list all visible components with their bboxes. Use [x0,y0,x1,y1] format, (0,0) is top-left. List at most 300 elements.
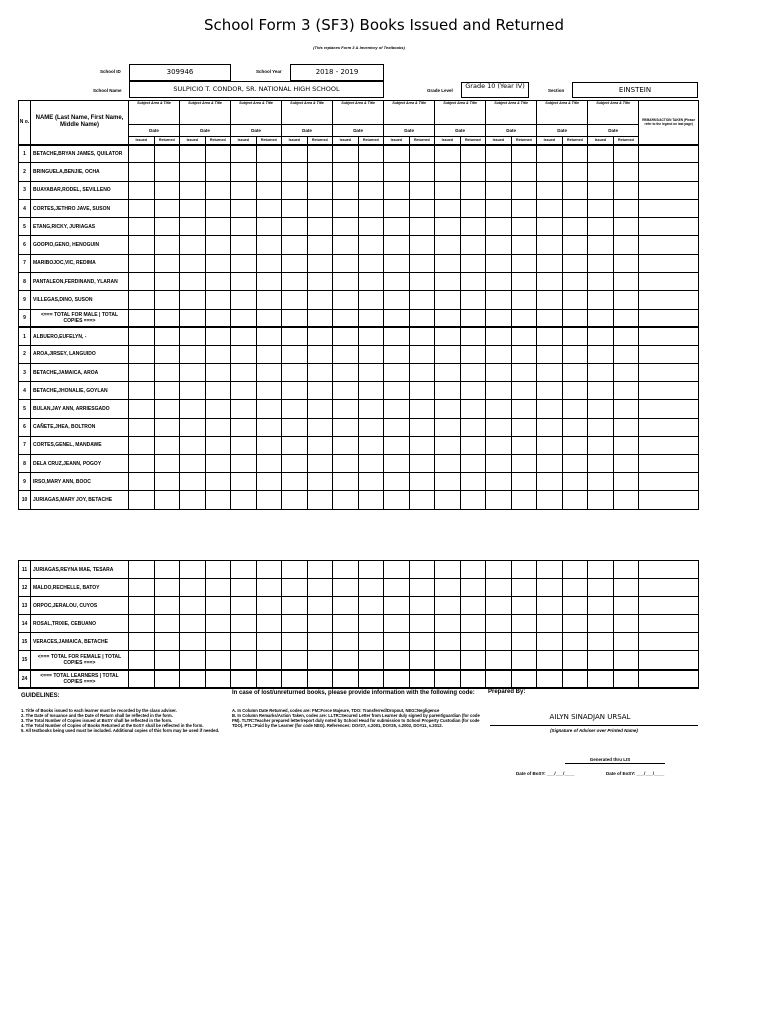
learner-name: GOOPIO,GENO, HENOGUIN [31,236,129,254]
remarks-cell [639,651,699,670]
remarks-cell [639,615,699,633]
returned-cell [154,579,180,597]
returned-cell [307,236,333,254]
learner-name: JURIAGAS,REYNA MAE, TESARA [31,561,129,579]
row-number: 10 [19,491,31,509]
issued-cell [384,364,410,382]
returned-cell [511,327,537,345]
returned-cell [562,651,588,670]
issued-cell [282,163,308,181]
issued-cell [129,651,155,670]
column-header-issued: Issued [231,137,257,145]
row-number: 15 [19,651,31,670]
issued-cell [435,454,461,472]
returned-cell [307,145,333,163]
returned-cell [307,181,333,199]
learner-name: VILLEGAS,DINO, SUSON [31,291,129,309]
issued-cell [333,181,359,199]
issued-cell [435,473,461,491]
column-header-name: NAME (Last Name, First Name, Middle Name) [31,101,129,145]
returned-cell [511,181,537,199]
total-label: <=== TOTAL FOR FEMALE | TOTAL COPIES ===> [31,651,129,670]
prepared-by-label: Prepared By: [488,689,526,695]
column-header-issued: Issued [282,137,308,145]
returned-cell [460,309,486,327]
returned-cell [256,345,282,363]
issued-cell [537,309,563,327]
issued-cell [231,163,257,181]
returned-cell [154,561,180,579]
returned-cell [358,651,384,670]
school-name-label: School Name [93,88,122,93]
issued-cell [588,454,614,472]
issued-cell [129,382,155,400]
issued-cell [129,491,155,509]
column-header-date: Date [486,125,537,137]
returned-cell [511,400,537,418]
issued-cell [588,199,614,217]
returned-cell [613,364,639,382]
issued-cell [282,345,308,363]
school-year-label: School Year [256,69,282,74]
issued-cell [129,579,155,597]
returned-cell [205,199,231,217]
remarks-cell [639,561,699,579]
returned-cell [562,273,588,291]
column-header-returned: Returned [460,137,486,145]
returned-cell [307,382,333,400]
returned-cell [511,633,537,651]
returned-cell [613,454,639,472]
returned-cell [562,670,588,688]
issued-cell [486,454,512,472]
issued-cell [333,273,359,291]
returned-cell [562,615,588,633]
returned-cell [256,491,282,509]
issued-cell [588,418,614,436]
returned-cell [613,651,639,670]
returned-cell [205,218,231,236]
issued-cell [435,327,461,345]
issued-cell [588,291,614,309]
learner-name: CORTES,GENEL, MANDAWE [31,436,129,454]
issued-cell [486,163,512,181]
learner-name: AROA,JIRSEY, LANGUIDO [31,345,129,363]
adviser-name: AILYN SINADJAN URSAL [549,713,631,721]
learner-name: BULAN,JAY ANN, ARRIESGADO [31,400,129,418]
learner-name: CORTES,JETHRO JAVE, SUSON [31,199,129,217]
table-row [19,633,699,651]
returned-cell [307,561,333,579]
row-number: 3 [19,181,31,199]
issued-cell [384,473,410,491]
books-table-continued [18,560,699,689]
learner-name: CAÑETE,JHEA, BOLTRON [31,418,129,436]
issued-cell [180,473,206,491]
returned-cell [307,364,333,382]
returned-cell [307,418,333,436]
learner-name: ETANG,RICKY, JURIAGAS [31,218,129,236]
returned-cell [511,382,537,400]
returned-cell [511,345,537,363]
issued-cell [282,615,308,633]
issued-cell [486,236,512,254]
issued-cell [333,291,359,309]
learner-name: PANTALEON,FERDINAND, YLARAN [31,273,129,291]
column-header-subject: Subject Area & Title [588,101,639,125]
section-label: Section [548,88,565,93]
returned-cell [358,364,384,382]
returned-cell [460,579,486,597]
issued-cell [384,400,410,418]
table-row [19,436,699,454]
issued-cell [333,454,359,472]
column-header-issued: Issued [588,137,614,145]
returned-cell [409,597,435,615]
issued-cell [588,236,614,254]
column-header-issued: Issued [435,137,461,145]
header-row-subject [19,101,699,125]
returned-cell [307,579,333,597]
returned-cell [460,473,486,491]
table-row [19,597,699,615]
issued-cell [537,254,563,272]
returned-cell [205,670,231,688]
issued-cell [486,436,512,454]
issued-cell [282,436,308,454]
column-header-returned: Returned [256,137,282,145]
issued-cell [486,364,512,382]
table-row [19,236,699,254]
guidelines-heading: GUIDELINES: [21,693,60,699]
issued-cell [180,436,206,454]
returned-cell [154,181,180,199]
issued-cell [486,615,512,633]
issued-cell [231,561,257,579]
returned-cell [409,615,435,633]
issued-cell [486,579,512,597]
returned-cell [511,615,537,633]
returned-cell [256,651,282,670]
returned-cell [154,345,180,363]
issued-cell [231,615,257,633]
row-number: 11 [19,561,31,579]
issued-cell [333,309,359,327]
issued-cell [384,345,410,363]
issued-cell [588,145,614,163]
guideline-item: 5. All textbooks being used must be included. Additional copies of this form may be used if needed. [21,728,220,733]
returned-cell [154,651,180,670]
issued-cell [435,291,461,309]
issued-cell [333,199,359,217]
returned-cell [409,454,435,472]
learner-name: MARIBOJOC,VIC, REDIMA [31,254,129,272]
issued-cell [435,633,461,651]
returned-cell [613,199,639,217]
column-header-returned: Returned [358,137,384,145]
returned-cell [562,364,588,382]
returned-cell [256,382,282,400]
issued-cell [486,400,512,418]
issued-cell [537,436,563,454]
returned-cell [409,273,435,291]
remarks-cell [639,199,699,217]
returned-cell [562,579,588,597]
row-number: 4 [19,199,31,217]
returned-cell [154,400,180,418]
returned-cell [205,491,231,509]
issued-cell [180,181,206,199]
table-row [19,418,699,436]
issued-cell [129,181,155,199]
returned-cell [205,561,231,579]
school-id-field: 309946 [129,64,231,81]
returned-cell [460,181,486,199]
returned-cell [205,651,231,670]
issued-cell [537,633,563,651]
returned-cell [409,236,435,254]
returned-cell [613,579,639,597]
row-number: 12 [19,579,31,597]
returned-cell [256,254,282,272]
school-id-label: School ID [100,69,121,74]
remarks-cell [639,633,699,651]
issued-cell [282,473,308,491]
row-number: 5 [19,218,31,236]
issued-cell [129,615,155,633]
returned-cell [358,615,384,633]
issued-cell [129,597,155,615]
issued-cell [180,633,206,651]
total-label: <=== TOTAL FOR MALE | TOTAL COPIES ===> [31,309,129,327]
returned-cell [613,400,639,418]
issued-cell [588,364,614,382]
issued-cell [129,436,155,454]
total-label: <=== TOTAL LEARNERS | TOTAL COPIES ===> [31,670,129,688]
returned-cell [460,218,486,236]
row-number: 13 [19,597,31,615]
returned-cell [511,597,537,615]
remarks-cell [639,670,699,688]
issued-cell [384,579,410,597]
row-number: 9 [19,291,31,309]
issued-cell [333,491,359,509]
issued-cell [282,145,308,163]
returned-cell [409,633,435,651]
row-number: 15 [19,633,31,651]
issued-cell [333,436,359,454]
row-number: 7 [19,254,31,272]
returned-cell [460,382,486,400]
table-row [19,273,699,291]
issued-cell [384,309,410,327]
issued-cell [384,145,410,163]
column-header-issued: Issued [384,137,410,145]
issued-cell [435,364,461,382]
table-row [19,473,699,491]
returned-cell [256,218,282,236]
issued-cell [333,651,359,670]
issued-cell [180,163,206,181]
returned-cell [562,218,588,236]
issued-cell [435,436,461,454]
returned-cell [154,491,180,509]
table-row [19,145,699,163]
issued-cell [282,309,308,327]
returned-cell [256,273,282,291]
returned-cell [409,199,435,217]
issued-cell [435,597,461,615]
remarks-cell [639,436,699,454]
row-number: 1 [19,327,31,345]
issued-cell [129,218,155,236]
returned-cell [358,345,384,363]
returned-cell [154,327,180,345]
issued-cell [588,309,614,327]
returned-cell [256,291,282,309]
issued-cell [486,633,512,651]
returned-cell [307,436,333,454]
returned-cell [307,597,333,615]
issued-cell [333,218,359,236]
issued-cell [129,145,155,163]
table-row [19,579,699,597]
returned-cell [205,327,231,345]
returned-cell [358,473,384,491]
returned-cell [205,273,231,291]
lost-code-item: A. In Column Date Returned, codes are: FM=Force Majeure, TDO: Transferred/Dropout, NEG=Negligence [232,708,440,713]
returned-cell [511,273,537,291]
returned-cell [205,345,231,363]
issued-cell [537,199,563,217]
lost-books-codes [232,708,486,728]
row-number: 24 [19,670,31,688]
table-row [19,199,699,217]
issued-cell [180,145,206,163]
returned-cell [460,327,486,345]
returned-cell [460,418,486,436]
returned-cell [613,236,639,254]
column-header-date: Date [588,125,639,137]
returned-cell [256,181,282,199]
table-row [19,561,699,579]
column-header-issued: Issued [486,137,512,145]
bosy-date: Date of BoSY: ___/___/____ [516,771,575,776]
returned-cell [613,473,639,491]
row-number: 2 [19,345,31,363]
returned-cell [613,181,639,199]
row-number: 8 [19,273,31,291]
learner-name: ORPOC,JERALOU, CUYOS [31,597,129,615]
issued-cell [129,364,155,382]
returned-cell [613,273,639,291]
returned-cell [205,454,231,472]
returned-cell [154,236,180,254]
column-header-issued: Issued [333,137,359,145]
returned-cell [307,327,333,345]
returned-cell [460,273,486,291]
returned-cell [511,418,537,436]
returned-cell [358,327,384,345]
table-row [19,615,699,633]
returned-cell [460,345,486,363]
issued-cell [486,145,512,163]
total-row [19,670,699,688]
returned-cell [205,473,231,491]
issued-cell [129,199,155,217]
remarks-cell [639,163,699,181]
issued-cell [486,309,512,327]
returned-cell [409,181,435,199]
returned-cell [562,145,588,163]
issued-cell [435,181,461,199]
row-number: 14 [19,615,31,633]
issued-cell [588,473,614,491]
issued-cell [537,615,563,633]
returned-cell [256,145,282,163]
returned-cell [409,670,435,688]
issued-cell [333,345,359,363]
returned-cell [460,364,486,382]
column-header-subject: Subject Area & Title [129,101,180,125]
column-header-subject: Subject Area & Title [180,101,231,125]
issued-cell [537,181,563,199]
issued-cell [231,273,257,291]
issued-cell [588,670,614,688]
returned-cell [562,163,588,181]
school-year-field: 2018 - 2019 [290,64,384,81]
issued-cell [129,418,155,436]
returned-cell [460,651,486,670]
issued-cell [588,273,614,291]
returned-cell [256,418,282,436]
learner-name: MALDO,RECHELLE, BATOY [31,579,129,597]
returned-cell [613,382,639,400]
issued-cell [333,418,359,436]
issued-cell [282,218,308,236]
table-row [19,181,699,199]
issued-cell [333,364,359,382]
issued-cell [384,273,410,291]
issued-cell [588,633,614,651]
generated-line [565,763,665,764]
issued-cell [180,561,206,579]
returned-cell [409,561,435,579]
column-header-returned: Returned [307,137,333,145]
table-row [19,291,699,309]
remarks-cell [639,291,699,309]
row-number: 9 [19,473,31,491]
issued-cell [435,254,461,272]
issued-cell [486,597,512,615]
issued-cell [537,218,563,236]
issued-cell [537,382,563,400]
issued-cell [231,181,257,199]
returned-cell [256,454,282,472]
returned-cell [358,199,384,217]
column-header-issued: Issued [129,137,155,145]
issued-cell [282,181,308,199]
issued-cell [537,491,563,509]
issued-cell [333,561,359,579]
returned-cell [460,491,486,509]
returned-cell [409,364,435,382]
eosy-date: Date of EoSY: ___/___/____ [606,771,665,776]
issued-cell [282,418,308,436]
issued-cell [282,561,308,579]
learner-name: BETACHE,JHONALIE, GOYLAN [31,382,129,400]
table-row [19,218,699,236]
